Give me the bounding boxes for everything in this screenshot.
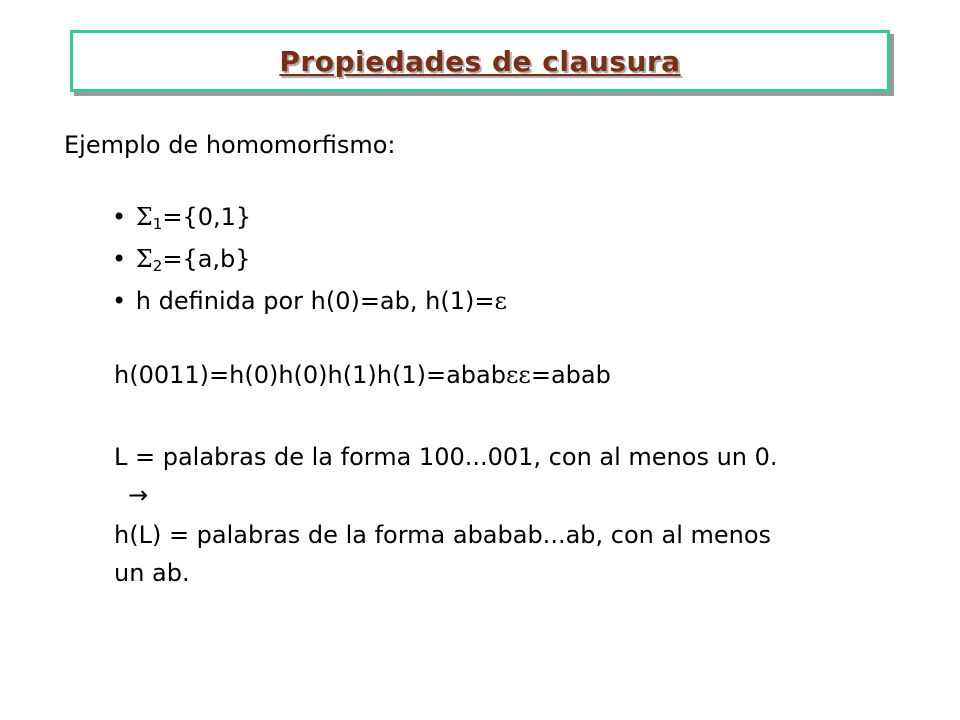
- bullet-h-definition: [112, 286, 507, 316]
- example-suffix: =abab: [530, 361, 611, 389]
- bullet-sigma2: [112, 244, 251, 281]
- sigma-symbol: Σ: [135, 245, 153, 273]
- intro-text: Ejemplo de homomorfismo:: [64, 131, 396, 159]
- language-definition: L = palabras de la forma 100...001, con al menos un 0.: [114, 443, 778, 471]
- title-box: [70, 30, 890, 92]
- epsilon-pair: εε: [505, 361, 531, 389]
- slide-title: Propiedades de clausura: [279, 44, 681, 78]
- sigma-subscript: 2: [152, 257, 163, 275]
- example-prefix: h(0011)=h(0)h(0)h(1)h(1)=abab: [114, 361, 506, 389]
- image-language-line2: un ab.: [114, 559, 190, 587]
- h-definition-text: h definida por h(0)=ab, h(1)=: [135, 287, 495, 315]
- bullet-sigma1: [112, 202, 251, 239]
- sigma1-set: ={0,1}: [162, 203, 252, 231]
- sigma-symbol: Σ: [135, 203, 153, 231]
- sigma2-set: ={a,b}: [162, 245, 251, 273]
- sigma-subscript: 1: [152, 215, 163, 233]
- arrow-icon: →: [128, 481, 149, 509]
- image-language-line1: h(L) = palabras de la forma ababab...ab, con al menos: [114, 521, 772, 549]
- epsilon-symbol: ε: [494, 287, 507, 315]
- example-line: [114, 360, 611, 390]
